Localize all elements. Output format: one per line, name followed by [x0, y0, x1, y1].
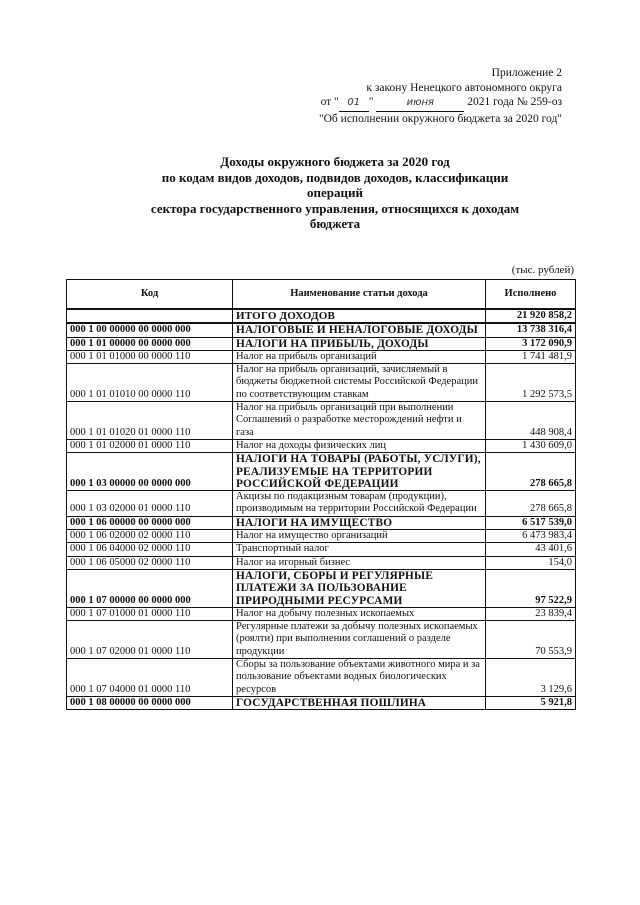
cell-code: 000 1 03 02000 01 0000 110: [67, 491, 233, 517]
cell-code: [67, 309, 233, 323]
date-quote: ": [368, 96, 374, 109]
table-row: [67, 659, 576, 697]
cell-code: 000 1 03 00000 00 0000 000: [67, 453, 233, 491]
cell-name: НАЛОГИ, СБОРЫ И РЕГУЛЯРНЫЕ ПЛАТЕЖИ ЗА ПОЛЬЗОВАНИЕ ПРИРОДНЫМИ РЕСУРСАМИ: [233, 569, 486, 607]
law-year-number: 2021 года № 259-оз: [467, 96, 562, 109]
table-row: [67, 516, 576, 529]
cell-name: Налог на прибыль организаций: [233, 350, 486, 363]
cell-name: Налог на доходы физических лиц: [233, 439, 486, 452]
cell-value: 5 921,8: [486, 696, 576, 709]
table-row: [67, 337, 576, 350]
cell-code: 000 1 07 02000 01 0000 110: [67, 621, 233, 659]
annex-number: Приложение 2: [491, 67, 562, 79]
cell-code: 000 1 01 02000 01 0000 110: [67, 439, 233, 452]
cell-name: НАЛОГИ НА ТОВАРЫ (РАБОТЫ, УСЛУГИ), РЕАЛИЗУЕМЫЕ НА ТЕРРИТОРИИ РОССИЙСКОЙ ФЕДЕРАЦИИ: [233, 453, 486, 491]
cell-code: 000 1 06 05000 02 0000 110: [67, 556, 233, 569]
cell-value: 70 553,9: [486, 621, 576, 659]
table-row: [67, 607, 576, 620]
cell-code: 000 1 07 04000 01 0000 110: [67, 659, 233, 697]
cell-name: Транспортный налог: [233, 543, 486, 556]
table-row: [67, 621, 576, 659]
header-value: Исполнено: [486, 280, 576, 310]
cell-value: 1 292 573,5: [486, 364, 576, 402]
cell-code: 000 1 01 01000 00 0000 110: [67, 350, 233, 363]
cell-name: НАЛОГОВЫЕ И НЕНАЛОГОВЫЕ ДОХОДЫ: [233, 323, 486, 337]
cell-value: 3 129,6: [486, 659, 576, 697]
table-row: [67, 439, 576, 452]
cell-value: 3 172 090,9: [486, 337, 576, 350]
cell-value: 1 741 481,9: [486, 350, 576, 363]
cell-name: Регулярные платежи за добычу полезных ископаемых (роялти) при выполнении соглашений о разделе продукции: [233, 621, 486, 659]
title-line-4: бюджета: [309, 216, 361, 231]
cell-name: Налог на прибыль организаций при выполнении Соглашений о разработке месторождений нефти и газа: [233, 402, 486, 440]
cell-value: 21 920 858,2: [486, 309, 576, 323]
header-name: Наименование статьи дохода: [233, 280, 486, 310]
table-row: [67, 569, 576, 607]
table-row: [67, 323, 576, 337]
annex-law-reference: к закону Ненецкого автономного округа: [366, 81, 562, 94]
cell-name: НАЛОГИ НА ПРИБЫЛЬ, ДОХОДЫ: [233, 337, 486, 350]
table-row: [67, 309, 576, 323]
title-line-2: по кодам видов доходов, подвидов доходов, классификации операций: [161, 169, 509, 200]
table-header-row: [67, 280, 576, 310]
cell-code: 000 1 08 00000 00 0000 000: [67, 696, 233, 709]
table-row: [67, 530, 576, 543]
units-label: (тыс. рублей): [511, 264, 574, 276]
cell-name: Налог на добычу полезных ископаемых: [233, 607, 486, 620]
table-row: [67, 350, 576, 363]
table-row: [67, 556, 576, 569]
cell-value: 278 665,8: [486, 491, 576, 517]
cell-code: 000 1 07 00000 00 0000 000: [67, 569, 233, 607]
cell-value: 43 401,6: [486, 543, 576, 556]
cell-code: 000 1 07 01000 01 0000 110: [67, 607, 233, 620]
cell-value: 154,0: [486, 556, 576, 569]
cell-name: Сборы за пользование объектами животного мира и за пользование объектами водных биологических ресурсов: [233, 659, 486, 697]
revenue-table: [66, 279, 576, 710]
table-row: [67, 364, 576, 402]
cell-value: 448 908,4: [486, 402, 576, 440]
header-code: Код: [67, 280, 233, 310]
cell-name: НАЛОГИ НА ИМУЩЕСТВО: [233, 516, 486, 529]
cell-code: 000 1 06 04000 02 0000 110: [67, 543, 233, 556]
cell-code: 000 1 01 01010 00 0000 110: [67, 364, 233, 402]
annex-header: [319, 66, 562, 126]
cell-code: 000 1 01 00000 00 0000 000: [67, 337, 233, 350]
cell-code: 000 1 06 00000 00 0000 000: [67, 516, 233, 529]
cell-code: 000 1 06 02000 02 0000 110: [67, 530, 233, 543]
cell-value: 23 839,4: [486, 607, 576, 620]
table-row: [67, 402, 576, 440]
table-row: [67, 543, 576, 556]
cell-code: 000 1 00 00000 00 0000 000: [67, 323, 233, 337]
cell-name: Налог на имущество организаций: [233, 530, 486, 543]
title-line-3: сектора государственного управления, относящихся к доходам: [150, 200, 520, 216]
cell-name: Акцизы по подакцизным товарам (продукции), производимым на территории Российской Федерации: [233, 491, 486, 517]
title-line-1: Доходы окружного бюджета за 2020 год: [220, 154, 450, 169]
annex-law-date: [319, 95, 562, 112]
document-title: [140, 154, 530, 232]
table-row: [67, 696, 576, 709]
cell-name: Налог на прибыль организаций, зачисляемый в бюджеты бюджетной системы Российской Федерации по соответствующим ставкам: [233, 364, 486, 402]
cell-value: 6 517 539,0: [486, 516, 576, 529]
handwritten-day: 01: [339, 96, 369, 112]
cell-value: 278 665,8: [486, 453, 576, 491]
cell-name: ГОСУДАРСТВЕННАЯ ПОШЛИНА: [233, 696, 486, 709]
cell-value: 97 522,9: [486, 569, 576, 607]
cell-name: Налог на игорный бизнес: [233, 556, 486, 569]
table-row: [67, 491, 576, 517]
date-prefix: от ": [320, 96, 339, 109]
cell-name: ИТОГО ДОХОДОВ: [233, 309, 486, 323]
cell-value: 6 473 983,4: [486, 530, 576, 543]
handwritten-month: июня: [376, 96, 464, 112]
cell-code: 000 1 01 01020 01 0000 110: [67, 402, 233, 440]
cell-value: 13 738 316,4: [486, 323, 576, 337]
cell-value: 1 430 609,0: [486, 439, 576, 452]
annex-law-title: "Об исполнении окружного бюджета за 2020 год": [318, 112, 562, 125]
table-row: [67, 453, 576, 491]
